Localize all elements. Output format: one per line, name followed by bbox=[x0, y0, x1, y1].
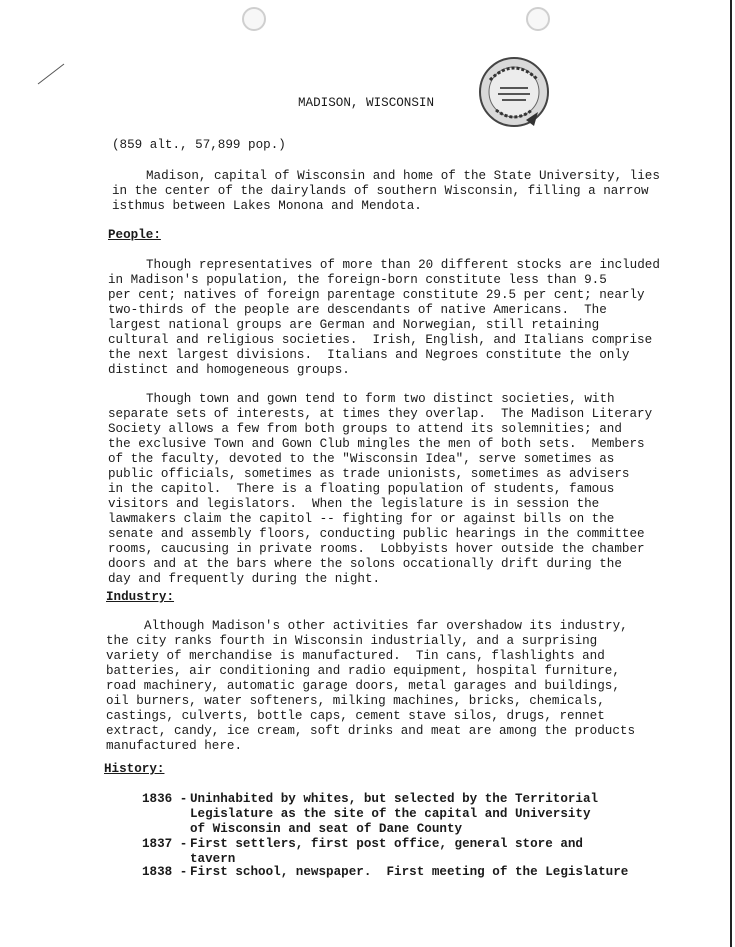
history-line: First settlers, first post office, general store and bbox=[190, 837, 583, 851]
history-line: of Wisconsin and seat of Dane County bbox=[190, 822, 463, 836]
pencil-mark bbox=[36, 60, 66, 88]
history-year: 1838 - bbox=[142, 865, 188, 879]
industry-line: oil burners, water softeners, milking machines, bricks, chemicals, bbox=[106, 694, 605, 708]
history-line: Uninhabited by whites, but selected by the Territorial bbox=[190, 792, 599, 806]
industry-line: road machinery, automatic garage doors, metal garages and buildings, bbox=[106, 679, 620, 693]
history-line: First school, newspaper. First meeting of the Legislature bbox=[190, 865, 629, 879]
history-year: 1836 - bbox=[142, 792, 188, 806]
people-line: Society allows a few from both groups to attend its solemnities; and bbox=[108, 422, 622, 436]
people-line: in the capitol. There is a floating population of students, famous bbox=[108, 482, 615, 496]
people-line: largest national groups are German and Norwegian, still retaining bbox=[108, 318, 600, 332]
punch-hole-left bbox=[242, 7, 266, 31]
history-line: tavern bbox=[190, 852, 236, 866]
history-line: Legislature as the site of the capital and University bbox=[190, 807, 591, 821]
people-line: separate sets of interests, at times they overlap. The Madison Literary bbox=[108, 407, 653, 421]
intro-line: Madison, capital of Wisconsin and home of the State University, lies bbox=[146, 169, 660, 183]
people-line: rooms, caucusing in private rooms. Lobbyists hover outside the chamber bbox=[108, 542, 645, 556]
industry-line: manufactured here. bbox=[106, 739, 243, 753]
people-line: day and frequently during the night. bbox=[108, 572, 381, 586]
people-line: visitors and legislators. When the legislature is in session the bbox=[108, 497, 600, 511]
punch-hole-right bbox=[526, 7, 550, 31]
archive-stamp bbox=[476, 54, 552, 130]
section-heading-people: People: bbox=[108, 228, 161, 242]
industry-line: the city ranks fourth in Wisconsin industrially, and a surprising bbox=[106, 634, 598, 648]
population-stats: (859 alt., 57,899 pop.) bbox=[112, 138, 286, 152]
people-line: Though representatives of more than 20 different stocks are included bbox=[146, 258, 660, 272]
people-line: in Madison's population, the foreign-born constitute less than 9.5 bbox=[108, 273, 607, 287]
people-line: the exclusive Town and Gown Club mingles the men of both sets. Members bbox=[108, 437, 645, 451]
industry-line: batteries, air conditioning and radio equipment, hospital furniture, bbox=[106, 664, 620, 678]
industry-line: castings, culverts, bottle caps, cement stave silos, drugs, rennet bbox=[106, 709, 605, 723]
people-line: the next largest divisions. Italians and Negroes constitute the only bbox=[108, 348, 630, 362]
people-line: public officials, sometimes as trade unionists, sometimes as advisers bbox=[108, 467, 630, 481]
people-line: doors and at the bars where the solons occationally drift during the bbox=[108, 557, 622, 571]
people-line: Though town and gown tend to form two distinct societies, with bbox=[146, 392, 615, 406]
industry-line: Although Madison's other activities far overshadow its industry, bbox=[144, 619, 628, 633]
people-line: cultural and religious societies. Irish, English, and Italians comprise bbox=[108, 333, 653, 347]
people-line: lawmakers claim the capitol -- fighting for or against bills on the bbox=[108, 512, 615, 526]
people-line: distinct and homogeneous groups. bbox=[108, 363, 350, 377]
intro-line: isthmus between Lakes Monona and Mendota. bbox=[112, 199, 422, 213]
people-line: senate and assembly floors, conducting public hearings in the committee bbox=[108, 527, 645, 541]
people-line: per cent; natives of foreign parentage constitute 29.5 per cent; nearly bbox=[108, 288, 645, 302]
industry-line: extract, candy, ice cream, soft drinks and meat are among the products bbox=[106, 724, 636, 738]
section-heading-history: History: bbox=[104, 762, 165, 776]
industry-line: variety of merchandise is manufactured. Tin cans, flashlights and bbox=[106, 649, 605, 663]
page-title: MADISON, WISCONSIN bbox=[298, 96, 435, 110]
people-line: of the faculty, devoted to the "Wisconsin Idea", serve sometimes as bbox=[108, 452, 615, 466]
people-line: two-thirds of the people are descendants of native Americans. The bbox=[108, 303, 607, 317]
section-heading-industry: Industry: bbox=[106, 590, 175, 604]
history-year: 1837 - bbox=[142, 837, 188, 851]
intro-line: in the center of the dairylands of southern Wisconsin, filling a narrow bbox=[112, 184, 649, 198]
